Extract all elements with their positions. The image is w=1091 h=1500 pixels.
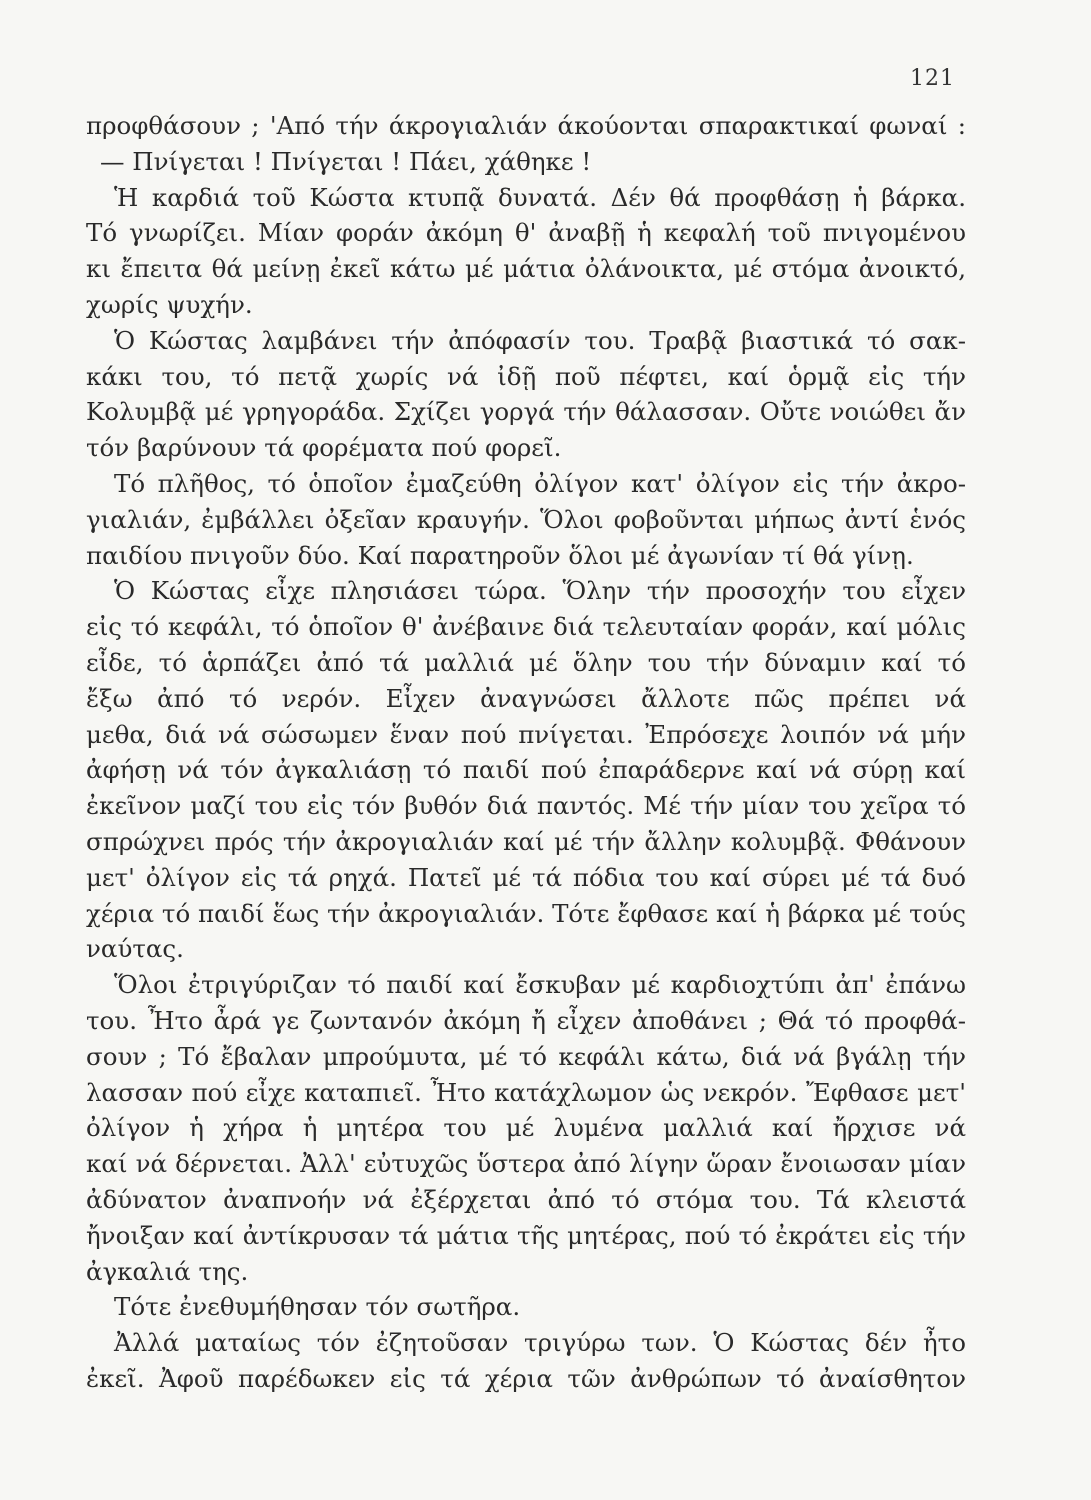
text-line: σπρώχνει πρός τήν ἀκρογιαλιάν καί μέ τήν ἄλλην κολυμβᾷ. Φθάνουν [86, 826, 966, 856]
text-line: Ἡ καρδιά τοῦ Κώστα κτυπᾷ δυνατά. Δέν θά προφθάσῃ ἡ βάρκα. [114, 182, 966, 212]
text-line: ἀδύνατον ἀναπνοήν νά ἐξέρχεται ἀπό τό στόμα του. Τά κλειστά [86, 1184, 966, 1214]
text-line: Τότε ἐνεθυμήθησαν τόν σωτῆρα. [114, 1292, 521, 1322]
text-line: γιαλιάν, ἐμβάλλει ὀξεῖαν κραυγήν. Ὅλοι φοβοῦνται μήπως ἀντί ἑνός [86, 504, 966, 534]
text-line: εἰς τό κεφάλι, τό ὁποῖον θ' ἀνέβαινε διά τελευταίαν φοράν, καί μόλις [86, 612, 966, 642]
text-line: Ἀλλά ματαίως τόν ἐζητοῦσαν τριγύρω των. Ὁ Κώστας δέν ἦτο [114, 1328, 966, 1358]
text-line: ἤνοιξαν καί ἀντίκρυσαν τά μάτια τῆς μητέρας, πού τό ἐκράτει εἰς τήν [86, 1220, 966, 1250]
body-text [86, 108, 966, 1397]
text-line: κι ἔπειτα θά μείνῃ ἐκεῖ κάτω μέ μάτια ὀλάνοικτα, μέ στόμα ἀνοικτό, [86, 254, 966, 284]
text-line: Τό πλῆθος, τό ὁποῖον ἐμαζεύθη ὀλίγον κατ' ὀλίγον εἰς τήν ἀκρο- [114, 468, 966, 498]
text-line: τόν βαρύνουν τά φορέματα πού φορεῖ. [86, 433, 562, 463]
text-line: καί νά δέρνεται. Ἀλλ' εὐτυχῶς ὕστερα ἀπό λίγην ὥραν ἔνοιωσαν μίαν [86, 1149, 966, 1179]
text-line: χωρίς ψυχήν. [86, 289, 253, 319]
text-line: ἐκεῖνον μαζί του εἰς τόν βυθόν διά παντός. Μέ τήν μίαν του χεῖρα τό [86, 791, 966, 821]
text-line: Τό γνωρίζει. Μίαν φοράν ἀκόμη θ' ἀναβῇ ἡ κεφαλή τοῦ πνιγομένου [86, 218, 966, 248]
text-line: Ὁ Κώστας λαμβάνει τήν ἀπόφασίν του. Τραβᾷ βιαστικά τό σακ- [114, 325, 966, 355]
text-line: λασσαν πού εἶχε καταπιεῖ. Ἦτο κατάχλωμον ὡς νεκρόν. Ἔφθασε μετ' [86, 1077, 966, 1107]
text-line: Κολυμβᾷ μέ γρηγοράδα. Σχίζει γοργά τήν θάλασσαν. Οὔτε νοιώθει ἄν [86, 397, 966, 427]
text-line: μετ' ὀλίγον εἰς τά ρηχά. Πατεῖ μέ τά πόδια του καί σύρει μέ τά δυό [86, 862, 966, 892]
text-line: κάκι του, τό πετᾷ χωρίς νά ἰδῇ ποῦ πέφτει, καί ὁρμᾷ εἰς τήν [86, 361, 966, 391]
text-line: χέρια τό παιδί ἕως τήν ἀκρογιαλιάν. Τότε ἔφθασε καί ἡ βάρκα μέ τούς [86, 898, 966, 928]
text-line: ναύτας. [86, 934, 184, 964]
text-line: εἶδε, τό ἁρπάζει ἀπό τά μαλλιά μέ ὅλην του τήν δύναμιν καί τό [86, 647, 966, 677]
text-line: ἀφήσῃ νά τόν ἀγκαλιάσῃ τό παιδί πού ἐπαράδερνε καί νά σύρῃ καί [86, 755, 966, 785]
text-line: — Πνίγεται ! Πνίγεται ! Πάει, χάθηκε ! [100, 146, 592, 176]
text-line: σουν ; Τό ἔβαλαν μπρούμυτα, μέ τό κεφάλι κάτω, διά νά βγάλῃ τήν [86, 1041, 966, 1071]
text-line: προφθάσουν ; 'Από τήν άκρογιαλιάν άκούονται σπαρακτικαί φωναί : [86, 111, 966, 140]
text-line: του. Ἦτο ἆρά γε ζωντανόν ἀκόμη ἤ εἶχεν ἀποθάνει ; Θά τό προφθά- [86, 1005, 966, 1035]
page-number: 121 [910, 66, 955, 91]
text-line: μεθα, διά νά σώσωμεν ἕναν πού πνίγεται. Ἐπρόσεχε λοιπόν νά μήν [86, 719, 966, 749]
text-line: ἔξω ἀπό τό νερόν. Εἶχεν ἀναγνώσει ἄλλοτε πῶς πρέπει νά [86, 683, 966, 713]
text-line: Ὁ Κώστας εἶχε πλησιάσει τώρα. Ὅλην τήν προσοχήν του εἶχεν [114, 576, 966, 606]
text-line: παιδίου πνιγοῦν δύο. Καί παρατηροῦν ὅλοι μέ ἀγωνίαν τί θά γίνῃ. [86, 540, 914, 570]
text-line: ἐκεῖ. Ἀφοῦ παρέδωκεν εἰς τά χέρια τῶν ἀνθρώπων τό ἀναίσθητον [86, 1363, 966, 1393]
text-line: ὀλίγον ἡ χήρα ἡ μητέρα του μέ λυμένα μαλλιά καί ἤρχισε νά [86, 1113, 966, 1143]
text-line: Ὅλοι ἐτριγύριζαν τό παιδί καί ἔσκυβαν μέ καρδιοχτύπι ἀπ' ἐπάνω [114, 970, 966, 1000]
text-line: ἀγκαλιά της. [86, 1256, 249, 1286]
